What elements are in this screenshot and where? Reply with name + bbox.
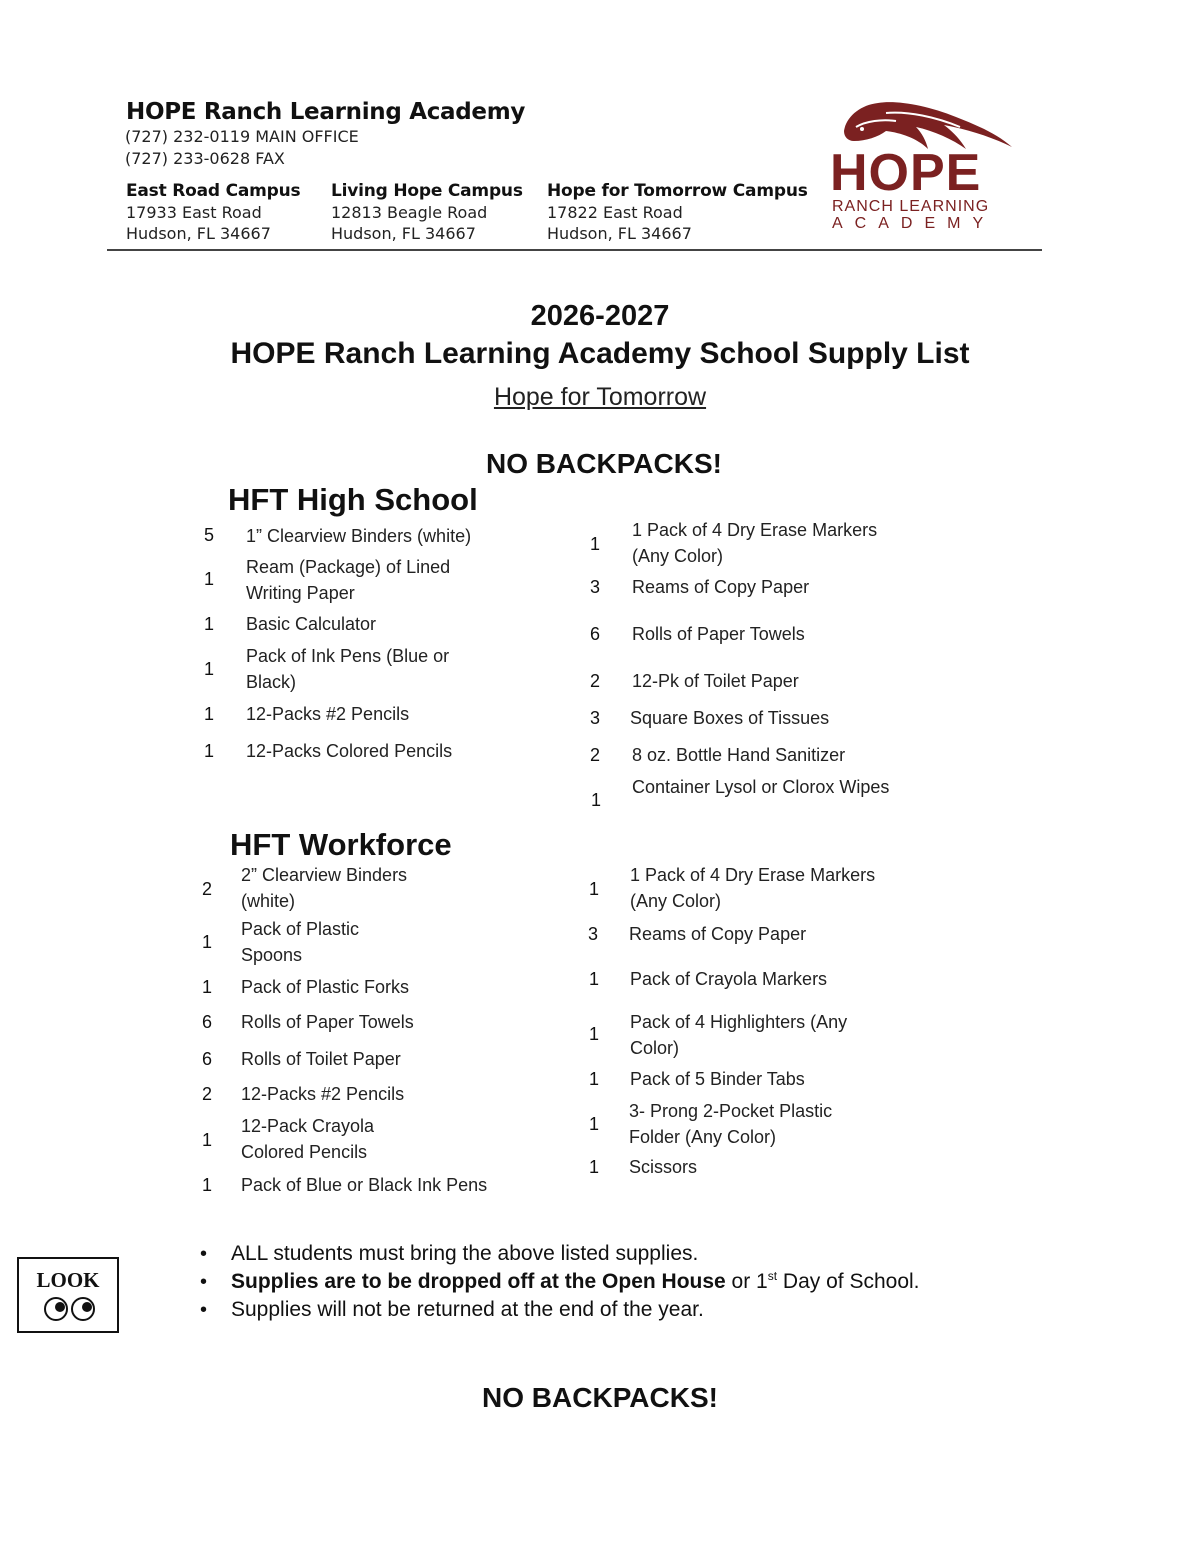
logo-wordmark: HOPE	[830, 144, 982, 202]
item-qty: 1	[588, 1114, 599, 1134]
item-name: Pack of 4 Highlighters (Any Color)	[630, 1012, 848, 1058]
item-qty: 6	[201, 1049, 212, 1069]
no-backpacks-notice: NO BACKPACKS!	[486, 448, 722, 479]
item-qty: 1	[201, 1175, 212, 1195]
campus-city: Hudson, FL 34667	[547, 224, 692, 243]
look-callout	[17, 1257, 119, 1333]
item-qty: 1	[203, 659, 214, 679]
item-qty: 1	[201, 932, 212, 952]
campus-street: 17822 East Road	[547, 203, 683, 222]
item-qty: 2	[201, 1084, 212, 1104]
supply-notes	[200, 1240, 920, 1324]
item-name: Rolls of Paper Towels	[632, 624, 805, 644]
logo-line-2: ACADEMY	[832, 215, 996, 232]
item-qty: 1	[203, 741, 214, 761]
note-text: Supplies will not be returned at the end of the year.	[231, 1298, 704, 1321]
header-divider	[107, 249, 1042, 251]
campus-east-road	[126, 181, 300, 243]
campus-name: Living Hope Campus	[331, 181, 523, 201]
campus-subtitle: Hope for Tomorrow	[493, 383, 707, 411]
logo-line-1: RANCH LEARNING	[832, 198, 990, 215]
item-name: 1” Clearview Binders (white)	[246, 526, 472, 546]
item-name: Ream (Package) of Lined Writing Paper	[246, 557, 451, 603]
main-office-phone: (727) 232-0119 MAIN OFFICE	[125, 127, 359, 146]
item-qty: 1	[201, 977, 212, 997]
item-name: 12-Packs Colored Pencils	[246, 741, 453, 761]
no-backpacks-footer: NO BACKPACKS!	[482, 1382, 718, 1413]
item-qty: 1	[203, 614, 214, 634]
item-name: 3- Prong 2-Pocket Plastic Folder (Any Color)	[629, 1101, 833, 1147]
campus-city: Hudson, FL 34667	[331, 224, 476, 243]
item-name: 12-Pack Crayola Colored Pencils	[241, 1116, 375, 1162]
item-qty: 1	[588, 1157, 599, 1177]
item-name: Reams of Copy Paper	[632, 577, 810, 597]
campus-name: East Road Campus	[126, 181, 301, 201]
item-qty: 1	[588, 879, 599, 899]
item-qty: 6	[589, 624, 600, 644]
campus-city: Hudson, FL 34667	[126, 224, 271, 243]
item-name: Rolls of Paper Towels	[241, 1012, 414, 1032]
campus-name: Hope for Tomorrow Campus	[547, 181, 808, 201]
item-name: 2” Clearview Binders (white)	[241, 865, 408, 911]
item-qty: 1	[203, 704, 214, 724]
section-title-high-school: HFT High School	[228, 482, 478, 517]
note-superscript: st	[767, 1269, 778, 1283]
campus-hope-for-tomorrow	[547, 181, 808, 243]
note-bring-supplies	[200, 1240, 920, 1268]
item-qty: 5	[203, 525, 214, 545]
item-qty: 1	[589, 534, 600, 554]
organization-name: HOPE Ranch Learning Academy	[126, 99, 526, 125]
item-name: 12-Packs #2 Pencils	[241, 1084, 405, 1104]
item-name: Pack of Plastic Forks	[241, 977, 410, 997]
item-qty: 3	[589, 577, 600, 597]
school-year: 2026-2027	[530, 300, 670, 332]
note-text: or 1	[725, 1270, 768, 1293]
item-qty: 3	[587, 924, 598, 944]
fax-number: (727) 233-0628 FAX	[125, 149, 285, 168]
item-name: Pack of Plastic Spoons	[241, 919, 360, 965]
item-qty: 1	[588, 969, 599, 989]
item-name: Reams of Copy Paper	[629, 924, 807, 944]
eyes-icon	[43, 1295, 97, 1323]
item-qty: 2	[201, 879, 212, 899]
item-qty: 1	[588, 1069, 599, 1089]
item-name: Pack of Ink Pens (Blue or Black)	[246, 646, 450, 692]
hope-ranch-logo	[826, 97, 1024, 239]
note-text: ALL students must bring the above listed supplies.	[231, 1242, 699, 1265]
item-qty: 1	[203, 569, 214, 589]
note-text: Day of School.	[777, 1270, 920, 1293]
item-name: Square Boxes of Tissues	[630, 708, 830, 728]
item-qty: 2	[589, 745, 600, 765]
item-name: 8 oz. Bottle Hand Sanitizer	[632, 745, 846, 765]
item-qty: 1	[588, 1024, 599, 1044]
item-name: Container Lysol or Clorox Wipes	[632, 777, 890, 797]
item-qty: 3	[589, 708, 600, 728]
item-qty: 2	[589, 671, 600, 691]
item-qty: 1	[590, 790, 601, 810]
campus-street: 12813 Beagle Road	[331, 203, 488, 222]
item-name: Pack of Blue or Black Ink Pens	[241, 1175, 488, 1195]
item-name: 1 Pack of 4 Dry Erase Markers (Any Color)	[632, 520, 878, 566]
item-name: 1 Pack of 4 Dry Erase Markers (Any Color)	[630, 865, 876, 911]
section-title-workforce: HFT Workforce	[230, 827, 452, 862]
item-qty: 6	[201, 1012, 212, 1032]
page-title: HOPE Ranch Learning Academy School Supply List	[230, 337, 970, 370]
item-name: Pack of 5 Binder Tabs	[630, 1069, 805, 1089]
item-qty: 1	[201, 1130, 212, 1150]
campus-street: 17933 East Road	[126, 203, 262, 222]
item-name: Scissors	[629, 1157, 698, 1177]
item-name: Pack of Crayola Markers	[630, 969, 828, 989]
note-bold-text: Supplies are to be dropped off at the Open House	[231, 1270, 726, 1293]
campus-living-hope	[331, 181, 523, 243]
item-name: Rolls of Toilet Paper	[241, 1049, 401, 1069]
item-name: 12-Packs #2 Pencils	[246, 704, 410, 724]
item-name: 12-Pk of Toilet Paper	[632, 671, 799, 691]
item-name: Basic Calculator	[246, 614, 377, 634]
note-not-returned	[200, 1296, 920, 1324]
look-label: LOOK	[36, 1268, 100, 1292]
note-drop-off	[200, 1268, 920, 1296]
